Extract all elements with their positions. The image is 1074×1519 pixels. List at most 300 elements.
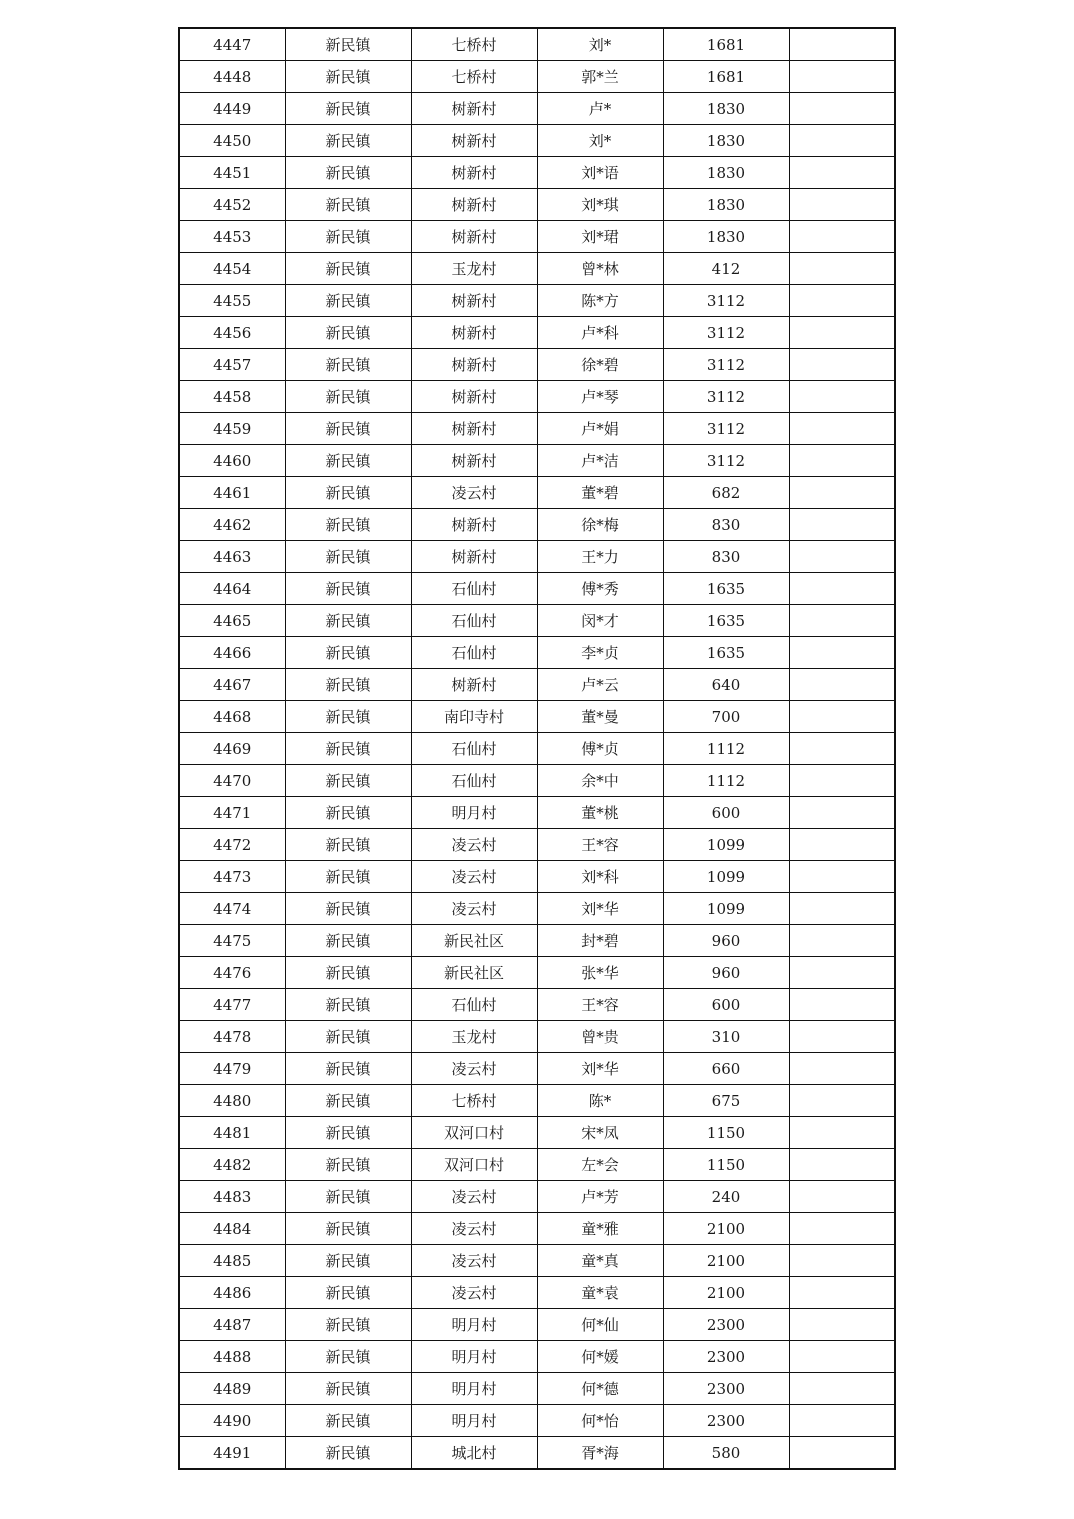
name-cell: 陈* [537, 1085, 663, 1117]
village-cell: 树新村 [411, 349, 537, 381]
amount-cell: 600 [663, 797, 789, 829]
amount-cell: 1635 [663, 637, 789, 669]
name-cell: 何*怡 [537, 1405, 663, 1437]
amount-cell: 3112 [663, 349, 789, 381]
table-row [179, 1309, 895, 1341]
row-number-cell: 4475 [179, 925, 285, 957]
amount-cell: 3112 [663, 381, 789, 413]
row-number-cell: 4482 [179, 1149, 285, 1181]
note-cell [789, 189, 895, 221]
name-cell: 刘* [537, 28, 663, 61]
name-cell: 王*力 [537, 541, 663, 573]
row-number-cell: 4461 [179, 477, 285, 509]
table-row [179, 381, 895, 413]
row-number-cell: 4452 [179, 189, 285, 221]
amount-cell: 2300 [663, 1405, 789, 1437]
note-cell [789, 1181, 895, 1213]
table-row [179, 1437, 895, 1470]
note-cell [789, 221, 895, 253]
name-cell: 徐*梅 [537, 509, 663, 541]
town-cell: 新民镇 [285, 221, 411, 253]
village-cell: 石仙村 [411, 573, 537, 605]
town-cell: 新民镇 [285, 669, 411, 701]
town-cell: 新民镇 [285, 1085, 411, 1117]
name-cell: 董*桃 [537, 797, 663, 829]
table-row [179, 509, 895, 541]
town-cell: 新民镇 [285, 1213, 411, 1245]
village-cell: 七桥村 [411, 61, 537, 93]
name-cell: 卢*科 [537, 317, 663, 349]
name-cell: 张*华 [537, 957, 663, 989]
note-cell [789, 61, 895, 93]
town-cell: 新民镇 [285, 61, 411, 93]
note-cell [789, 445, 895, 477]
town-cell: 新民镇 [285, 1053, 411, 1085]
town-cell: 新民镇 [285, 637, 411, 669]
town-cell: 新民镇 [285, 28, 411, 61]
row-number-cell: 4453 [179, 221, 285, 253]
village-cell: 石仙村 [411, 637, 537, 669]
table-row [179, 573, 895, 605]
amount-cell: 3112 [663, 285, 789, 317]
row-number-cell: 4491 [179, 1437, 285, 1470]
village-cell: 树新村 [411, 541, 537, 573]
note-cell [789, 765, 895, 797]
amount-cell: 3112 [663, 317, 789, 349]
name-cell: 余*中 [537, 765, 663, 797]
village-cell: 树新村 [411, 317, 537, 349]
amount-cell: 1681 [663, 61, 789, 93]
note-cell [789, 861, 895, 893]
note-cell [789, 1213, 895, 1245]
amount-cell: 1830 [663, 93, 789, 125]
village-cell: 明月村 [411, 1341, 537, 1373]
table-row [179, 1341, 895, 1373]
town-cell: 新民镇 [285, 733, 411, 765]
amount-cell: 1150 [663, 1117, 789, 1149]
table-row [179, 893, 895, 925]
amount-cell: 960 [663, 925, 789, 957]
row-number-cell: 4459 [179, 413, 285, 445]
row-number-cell: 4473 [179, 861, 285, 893]
town-cell: 新民镇 [285, 317, 411, 349]
row-number-cell: 4484 [179, 1213, 285, 1245]
town-cell: 新民镇 [285, 285, 411, 317]
village-cell: 双河口村 [411, 1117, 537, 1149]
amount-cell: 1635 [663, 605, 789, 637]
name-cell: 闵*才 [537, 605, 663, 637]
name-cell: 何*德 [537, 1373, 663, 1405]
note-cell [789, 893, 895, 925]
table-row [179, 28, 895, 61]
note-cell [789, 1405, 895, 1437]
table-row [179, 125, 895, 157]
name-cell: 何*仙 [537, 1309, 663, 1341]
note-cell [789, 381, 895, 413]
town-cell: 新民镇 [285, 253, 411, 285]
row-number-cell: 4470 [179, 765, 285, 797]
town-cell: 新民镇 [285, 957, 411, 989]
town-cell: 新民镇 [285, 509, 411, 541]
town-cell: 新民镇 [285, 93, 411, 125]
town-cell: 新民镇 [285, 189, 411, 221]
note-cell [789, 605, 895, 637]
note-cell [789, 1085, 895, 1117]
town-cell: 新民镇 [285, 1437, 411, 1470]
village-cell: 双河口村 [411, 1149, 537, 1181]
village-cell: 新民社区 [411, 925, 537, 957]
row-number-cell: 4469 [179, 733, 285, 765]
amount-cell: 830 [663, 541, 789, 573]
village-cell: 明月村 [411, 1373, 537, 1405]
table-row [179, 1149, 895, 1181]
table-row [179, 989, 895, 1021]
village-cell: 凌云村 [411, 1277, 537, 1309]
row-number-cell: 4487 [179, 1309, 285, 1341]
note-cell [789, 317, 895, 349]
note-cell [789, 157, 895, 189]
row-number-cell: 4464 [179, 573, 285, 605]
note-cell [789, 1277, 895, 1309]
amount-cell: 1112 [663, 765, 789, 797]
amount-cell: 1830 [663, 189, 789, 221]
table-row [179, 637, 895, 669]
town-cell: 新民镇 [285, 861, 411, 893]
row-number-cell: 4481 [179, 1117, 285, 1149]
table-row [179, 605, 895, 637]
town-cell: 新民镇 [285, 349, 411, 381]
table-row [179, 1021, 895, 1053]
row-number-cell: 4483 [179, 1181, 285, 1213]
note-cell [789, 349, 895, 381]
name-cell: 童*雅 [537, 1213, 663, 1245]
name-cell: 刘*珺 [537, 221, 663, 253]
town-cell: 新民镇 [285, 381, 411, 413]
note-cell [789, 637, 895, 669]
town-cell: 新民镇 [285, 445, 411, 477]
amount-cell: 3112 [663, 413, 789, 445]
town-cell: 新民镇 [285, 573, 411, 605]
row-number-cell: 4447 [179, 28, 285, 61]
amount-cell: 412 [663, 253, 789, 285]
row-number-cell: 4479 [179, 1053, 285, 1085]
town-cell: 新民镇 [285, 1405, 411, 1437]
name-cell: 童*真 [537, 1245, 663, 1277]
town-cell: 新民镇 [285, 157, 411, 189]
town-cell: 新民镇 [285, 1341, 411, 1373]
town-cell: 新民镇 [285, 701, 411, 733]
village-cell: 石仙村 [411, 733, 537, 765]
name-cell: 刘*琪 [537, 189, 663, 221]
table-row [179, 189, 895, 221]
name-cell: 王*容 [537, 989, 663, 1021]
town-cell: 新民镇 [285, 1149, 411, 1181]
name-cell: 董*碧 [537, 477, 663, 509]
table-row [179, 317, 895, 349]
table-row [179, 349, 895, 381]
village-cell: 城北村 [411, 1437, 537, 1470]
village-cell: 石仙村 [411, 605, 537, 637]
amount-cell: 2300 [663, 1373, 789, 1405]
name-cell: 卢*洁 [537, 445, 663, 477]
table-row [179, 925, 895, 957]
row-number-cell: 4480 [179, 1085, 285, 1117]
village-cell: 树新村 [411, 445, 537, 477]
note-cell [789, 413, 895, 445]
row-number-cell: 4455 [179, 285, 285, 317]
row-number-cell: 4466 [179, 637, 285, 669]
amount-cell: 1099 [663, 861, 789, 893]
village-cell: 树新村 [411, 125, 537, 157]
name-cell: 董*曼 [537, 701, 663, 733]
town-cell: 新民镇 [285, 829, 411, 861]
name-cell: 刘* [537, 125, 663, 157]
amount-cell: 2100 [663, 1245, 789, 1277]
town-cell: 新民镇 [285, 1373, 411, 1405]
amount-cell: 700 [663, 701, 789, 733]
town-cell: 新民镇 [285, 605, 411, 637]
row-number-cell: 4449 [179, 93, 285, 125]
table-row [179, 93, 895, 125]
village-cell: 树新村 [411, 189, 537, 221]
row-number-cell: 4477 [179, 989, 285, 1021]
table-row [179, 221, 895, 253]
note-cell [789, 1117, 895, 1149]
table-row [179, 829, 895, 861]
table-row [179, 1053, 895, 1085]
note-cell [789, 509, 895, 541]
town-cell: 新民镇 [285, 1021, 411, 1053]
note-cell [789, 1021, 895, 1053]
table-body [179, 28, 895, 1469]
amount-cell: 2300 [663, 1341, 789, 1373]
town-cell: 新民镇 [285, 541, 411, 573]
table-row [179, 1181, 895, 1213]
amount-cell: 580 [663, 1437, 789, 1470]
name-cell: 童*袁 [537, 1277, 663, 1309]
amount-cell: 1830 [663, 157, 789, 189]
note-cell [789, 125, 895, 157]
village-cell: 树新村 [411, 509, 537, 541]
town-cell: 新民镇 [285, 989, 411, 1021]
note-cell [789, 701, 895, 733]
row-number-cell: 4485 [179, 1245, 285, 1277]
note-cell [789, 1309, 895, 1341]
row-number-cell: 4478 [179, 1021, 285, 1053]
table-row [179, 669, 895, 701]
amount-cell: 1635 [663, 573, 789, 605]
village-cell: 石仙村 [411, 989, 537, 1021]
row-number-cell: 4467 [179, 669, 285, 701]
row-number-cell: 4489 [179, 1373, 285, 1405]
village-cell: 凌云村 [411, 893, 537, 925]
name-cell: 徐*碧 [537, 349, 663, 381]
note-cell [789, 28, 895, 61]
table-row [179, 1245, 895, 1277]
village-cell: 树新村 [411, 285, 537, 317]
note-cell [789, 285, 895, 317]
note-cell [789, 1245, 895, 1277]
amount-cell: 310 [663, 1021, 789, 1053]
row-number-cell: 4460 [179, 445, 285, 477]
table-row [179, 285, 895, 317]
village-cell: 玉龙村 [411, 253, 537, 285]
village-cell: 新民社区 [411, 957, 537, 989]
amount-cell: 960 [663, 957, 789, 989]
row-number-cell: 4474 [179, 893, 285, 925]
town-cell: 新民镇 [285, 925, 411, 957]
note-cell [789, 1149, 895, 1181]
row-number-cell: 4458 [179, 381, 285, 413]
town-cell: 新民镇 [285, 765, 411, 797]
row-number-cell: 4456 [179, 317, 285, 349]
amount-cell: 1150 [663, 1149, 789, 1181]
table-row [179, 445, 895, 477]
town-cell: 新民镇 [285, 125, 411, 157]
table-row [179, 61, 895, 93]
table-row [179, 541, 895, 573]
name-cell: 胥*海 [537, 1437, 663, 1470]
village-cell: 明月村 [411, 797, 537, 829]
amount-cell: 660 [663, 1053, 789, 1085]
name-cell: 卢*娟 [537, 413, 663, 445]
row-number-cell: 4463 [179, 541, 285, 573]
village-cell: 七桥村 [411, 1085, 537, 1117]
note-cell [789, 93, 895, 125]
village-cell: 凌云村 [411, 1181, 537, 1213]
table-row [179, 957, 895, 989]
amount-cell: 600 [663, 989, 789, 1021]
village-cell: 凌云村 [411, 477, 537, 509]
row-number-cell: 4472 [179, 829, 285, 861]
village-cell: 凌云村 [411, 1245, 537, 1277]
village-cell: 树新村 [411, 221, 537, 253]
village-cell: 凌云村 [411, 1213, 537, 1245]
name-cell: 郭*兰 [537, 61, 663, 93]
row-number-cell: 4457 [179, 349, 285, 381]
data-table [178, 27, 896, 1470]
name-cell: 曾*贵 [537, 1021, 663, 1053]
amount-cell: 240 [663, 1181, 789, 1213]
note-cell [789, 573, 895, 605]
note-cell [789, 669, 895, 701]
name-cell: 刘*华 [537, 1053, 663, 1085]
town-cell: 新民镇 [285, 1309, 411, 1341]
town-cell: 新民镇 [285, 1117, 411, 1149]
amount-cell: 640 [663, 669, 789, 701]
village-cell: 明月村 [411, 1405, 537, 1437]
row-number-cell: 4448 [179, 61, 285, 93]
note-cell [789, 1053, 895, 1085]
amount-cell: 2100 [663, 1277, 789, 1309]
name-cell: 傅*秀 [537, 573, 663, 605]
town-cell: 新民镇 [285, 797, 411, 829]
table-row [179, 765, 895, 797]
note-cell [789, 1373, 895, 1405]
name-cell: 曾*林 [537, 253, 663, 285]
table-row [179, 1117, 895, 1149]
row-number-cell: 4488 [179, 1341, 285, 1373]
village-cell: 七桥村 [411, 28, 537, 61]
name-cell: 封*碧 [537, 925, 663, 957]
amount-cell: 1099 [663, 829, 789, 861]
village-cell: 明月村 [411, 1309, 537, 1341]
amount-cell: 682 [663, 477, 789, 509]
name-cell: 陈*方 [537, 285, 663, 317]
table-row [179, 477, 895, 509]
note-cell [789, 797, 895, 829]
document-table-container [178, 27, 896, 1470]
amount-cell: 2300 [663, 1309, 789, 1341]
note-cell [789, 925, 895, 957]
town-cell: 新民镇 [285, 893, 411, 925]
name-cell: 卢*琴 [537, 381, 663, 413]
village-cell: 树新村 [411, 157, 537, 189]
row-number-cell: 4486 [179, 1277, 285, 1309]
village-cell: 玉龙村 [411, 1021, 537, 1053]
village-cell: 凌云村 [411, 1053, 537, 1085]
amount-cell: 1099 [663, 893, 789, 925]
table-row [179, 861, 895, 893]
name-cell: 左*会 [537, 1149, 663, 1181]
note-cell [789, 1437, 895, 1470]
row-number-cell: 4462 [179, 509, 285, 541]
amount-cell: 1830 [663, 221, 789, 253]
village-cell: 树新村 [411, 413, 537, 445]
note-cell [789, 733, 895, 765]
amount-cell: 1681 [663, 28, 789, 61]
note-cell [789, 541, 895, 573]
amount-cell: 1112 [663, 733, 789, 765]
note-cell [789, 957, 895, 989]
name-cell: 王*容 [537, 829, 663, 861]
row-number-cell: 4476 [179, 957, 285, 989]
town-cell: 新民镇 [285, 413, 411, 445]
amount-cell: 3112 [663, 445, 789, 477]
table-row [179, 1373, 895, 1405]
town-cell: 新民镇 [285, 477, 411, 509]
note-cell [789, 253, 895, 285]
table-row [179, 701, 895, 733]
table-row [179, 1277, 895, 1309]
name-cell: 傅*贞 [537, 733, 663, 765]
village-cell: 南印寺村 [411, 701, 537, 733]
table-row [179, 1405, 895, 1437]
name-cell: 李*贞 [537, 637, 663, 669]
name-cell: 刘*科 [537, 861, 663, 893]
name-cell: 刘*华 [537, 893, 663, 925]
table-row [179, 253, 895, 285]
name-cell: 卢* [537, 93, 663, 125]
table-row [179, 157, 895, 189]
row-number-cell: 4490 [179, 1405, 285, 1437]
amount-cell: 675 [663, 1085, 789, 1117]
name-cell: 何*媛 [537, 1341, 663, 1373]
village-cell: 树新村 [411, 669, 537, 701]
amount-cell: 830 [663, 509, 789, 541]
amount-cell: 1830 [663, 125, 789, 157]
table-row [179, 1085, 895, 1117]
note-cell [789, 989, 895, 1021]
table-row [179, 733, 895, 765]
note-cell [789, 477, 895, 509]
note-cell [789, 829, 895, 861]
row-number-cell: 4471 [179, 797, 285, 829]
amount-cell: 2100 [663, 1213, 789, 1245]
table-row [179, 797, 895, 829]
table-row [179, 1213, 895, 1245]
name-cell: 卢*芳 [537, 1181, 663, 1213]
